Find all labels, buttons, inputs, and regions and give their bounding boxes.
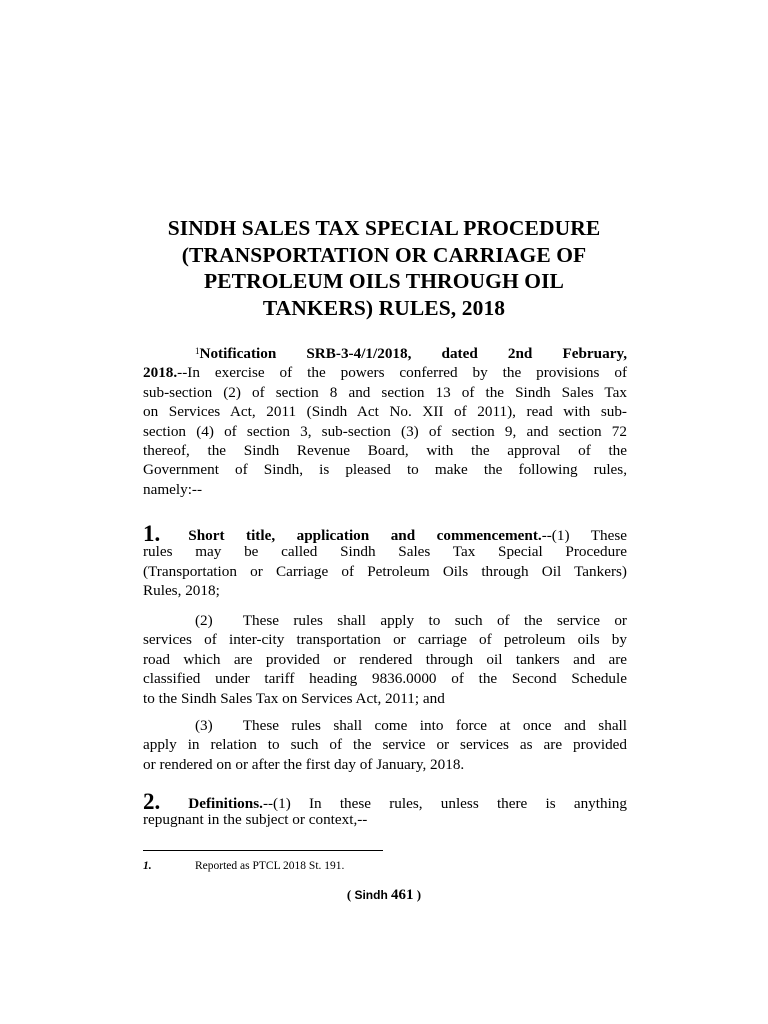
subrule-text: These rules shall apply to such of the service or	[242, 612, 627, 629]
subrule-line: apply in relation to such of the service or services as are provided	[143, 736, 627, 754]
subrule-line: to the Sindh Sales Tax on Services Act, 2011; and	[143, 689, 445, 707]
rule-number: 2.	[143, 789, 161, 814]
notification-paragraph	[143, 344, 627, 499]
notification-heading: Notification SRB-3-4/1/2018, dated 2nd February,	[199, 345, 627, 362]
document-title	[142, 215, 626, 321]
rule-text: --(1) These	[541, 527, 627, 544]
title-line: TANKERS) RULES, 2018	[262, 295, 506, 320]
rule-line: rules may be called Sindh Sales Tax Special Procedure	[143, 543, 627, 561]
rule-number: 1.	[143, 521, 161, 546]
footnote-divider	[143, 850, 383, 851]
title-line: (TRANSPORTATION OR CARRIAGE OF	[181, 242, 587, 267]
page-number-value: 461	[391, 887, 414, 903]
rule-heading: Short title, application and commencement.	[188, 527, 542, 544]
rule-line: repugnant in the subject or context,--	[143, 811, 368, 829]
title-line: SINDH SALES TAX SPECIAL PROCEDURE	[167, 216, 601, 240]
rule-1	[143, 523, 627, 601]
subrule-line: or rendered on or after the first day of January, 2018.	[143, 755, 465, 773]
rule-text: --(1) In these rules, unless there is anything	[262, 795, 627, 812]
page-number-label: Sindh	[354, 888, 388, 902]
title-line: PETROLEUM OILS THROUGH OIL	[203, 269, 564, 293]
rule-heading: Definitions.	[188, 795, 263, 812]
rule-line: Rules, 2018;	[143, 582, 220, 600]
rule-2	[143, 791, 627, 830]
footnote-number: 1.	[143, 860, 152, 872]
subrule-line: services of inter-city transportation or carriage of petroleum oils by	[143, 631, 627, 649]
footnote-text: Reported as PTCL 2018 St. 191.	[195, 860, 345, 872]
notification-line: section (4) of section 3, sub-section (3) of section 9, and section 72	[143, 422, 627, 440]
footnote-ref: 1	[195, 346, 200, 356]
subrule-label: (2)	[195, 612, 213, 629]
rule-1-subrule-2	[143, 611, 627, 708]
notification-line: Government of Sindh, is pleased to make the following rules,	[143, 461, 627, 479]
subrule-text: These rules shall come into force at once and shall	[242, 717, 627, 734]
page-number: ( Sindh 461 )	[346, 887, 422, 903]
notification-line: thereof, the Sindh Revenue Board, with the approval of the	[143, 441, 627, 459]
rule-1-subrule-3	[143, 716, 627, 774]
notification-line: namely:--	[143, 480, 203, 498]
notification-line: sub-section (2) of section 8 and section 13 of the Sindh Sales Tax	[143, 383, 627, 401]
notification-line: on Services Act, 2011 (Sindh Act No. XII of 2011), read with sub-	[143, 403, 627, 421]
notification-heading-cont: 2018.	[143, 364, 178, 382]
subrule-line: road which are provided or rendered through oil tankers and are	[143, 650, 627, 668]
rule-line: (Transportation or Carriage of Petroleum Oils through Oil Tankers)	[143, 562, 627, 580]
subrule-label: (3)	[195, 717, 213, 734]
subrule-line: classified under tariff heading 9836.0000 of the Second Schedule	[143, 670, 627, 688]
notification-text: --In exercise of the powers conferred by the provisions of	[177, 364, 627, 382]
